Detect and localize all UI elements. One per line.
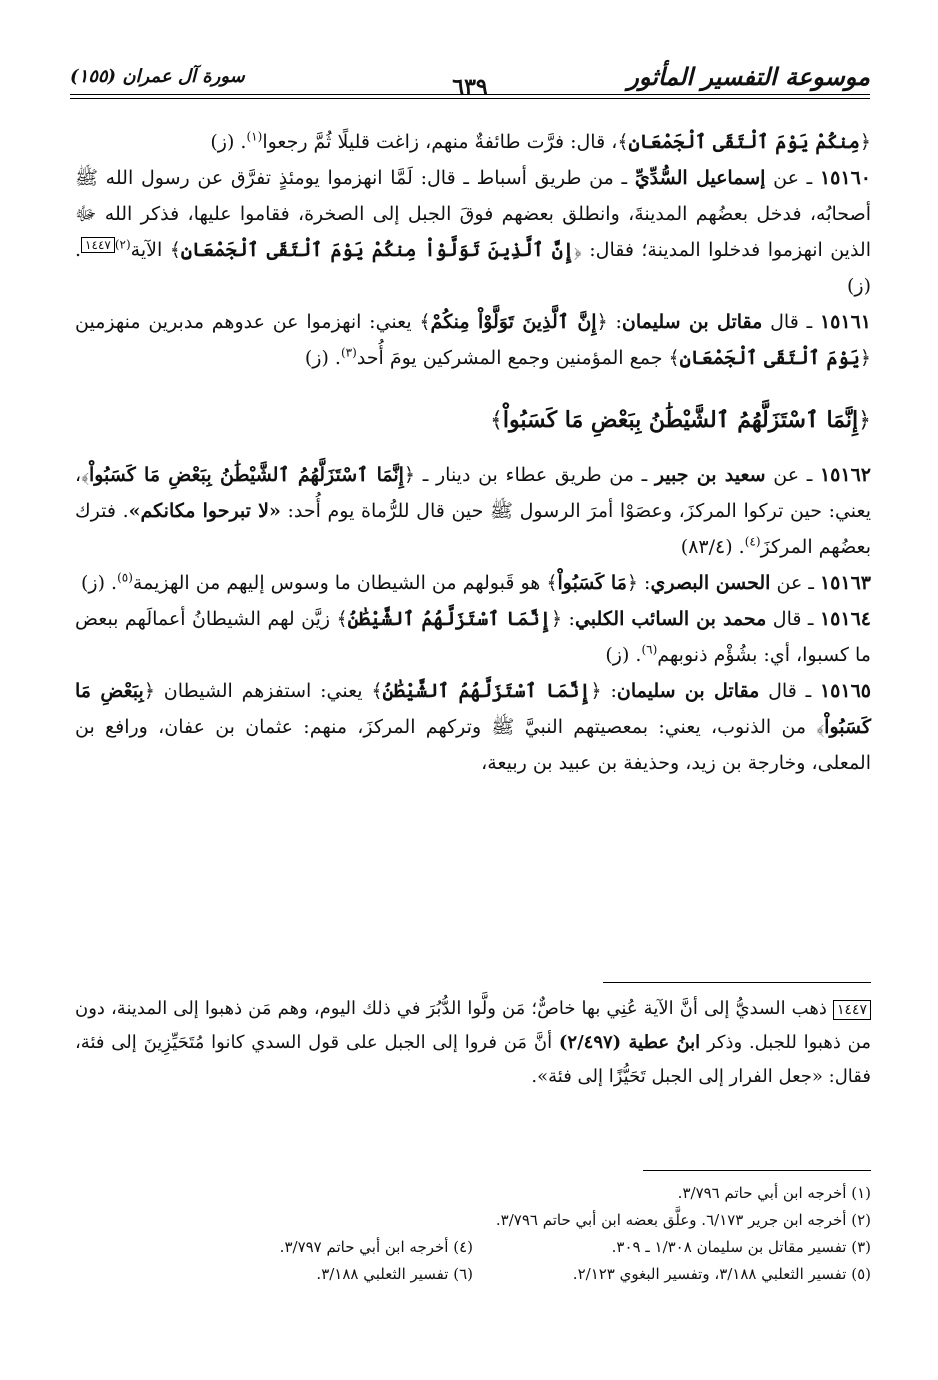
narrator-name: الحسن البصري xyxy=(650,572,771,594)
narration-15163: ١٥١٦٣ ـ عن الحسن البصري: ﴿مَا كَسَبُواْ﴾ هو قَبولهم من الشيطان ما وسوس إليهم من الهزيمة$^{(٥)}$. (ز) xyxy=(80,570,871,594)
header-rule-bottom xyxy=(70,98,870,99)
footnote-row-5-6 xyxy=(75,1261,871,1288)
footnote-marker: (٦) xyxy=(641,642,658,657)
narration-number: ١٥١٦٥ xyxy=(819,680,871,702)
commentary-note: ١٤٤٧ ذهب السديُّ إلى أنَّ الآية عُنِي بها خاصٌّ؛ مَن ولَّوا الدُّبُرَ في ذلك اليوم، وهم مَن ذهبوا إلى المدينة، دون من ذهبوا للجبل. وذكر ابنُ عطية (٢/٤٩٧) أنَّ مَن فروا إلى الجبل على قول السدي كانوا مُتَحَيِّزِينَ إلى فئة، فقال: «جعل الفرار إلى الجبل تَحَيُّزًا إلى فئة». xyxy=(75,998,871,1087)
footnote-marker: (٣) xyxy=(340,345,357,360)
quran-quote: ﴿مِنكُمْ يَوْمَ ٱلْتَقَى ٱلْجَمْعَانِ﴾ xyxy=(617,131,871,153)
narrator-name: إسماعيل السُّدِّيِّ xyxy=(634,167,766,189)
footnote-marker: (٤) xyxy=(744,534,761,549)
narration-number: ١٥١٦١ xyxy=(819,311,871,333)
hadith-quote: «لا تبرحوا مكانكم» xyxy=(128,500,281,522)
narration-15160: ١٥١٦٠ ـ عن إسماعيل السُّدِّيِّ ـ من طريق أسباط ـ قال: لَمَّا انهزموا يومئذٍ تفرَّق عن رسول الله ﷺ أصحابُه، فدخل بعضُهم المدينةَ، وانطلق بعضهم فوقَ الجبل إلى الصخرة، فقاموا عليها، فذكر الله ﷻ الذين انهزموا فدخلوا المدينة؛ فقال: ﴿إِنَّ ٱلَّذِينَ تَوَلَّوْاْ مِنكُمْ يَوْمَ ٱلْتَقَى ٱلْجَمْعَانِ﴾ الآية$^{(٢)}$١٤٤٧. (ز) xyxy=(75,167,871,297)
quran-quote: ﴿إِنَّمَا ٱسْتَزَلَّهُمُ ٱلشَّيْطَٰنُ﴾ xyxy=(371,680,602,702)
footnote-6: (٦) تفسير الثعلبي ٣/١٨٨. xyxy=(316,1265,473,1283)
footnote-1: (١) أخرجه ابن أبي حاتم ٣/٧٩٦. xyxy=(677,1184,871,1202)
footnote-4: (٤) أخرجه ابن أبي حاتم ٣/٧٩٧. xyxy=(279,1238,473,1256)
footnote-2: (٢) أخرجه ابن جرير ٦/١٧٣. وعلَّق بعضه ابن أبي حاتم ٣/٧٩٦. xyxy=(495,1211,871,1229)
narration-15164: ١٥١٦٤ ـ قال محمد بن السائب الكلبي: ﴿إِنَّمَا ٱسْتَزَلَّهُمُ ٱلشَّيْطَٰنُ﴾ زيَّن لهم الشيطانُ أعمالَهم ببعض ما كسبوا، أي: بشُؤْم ذنوبهم$^{(٦)}$. (ز) xyxy=(75,608,871,666)
narration-15162: ١٥١٦٢ ـ عن سعيد بن جبير ـ من طريق عطاء بن دينار ـ ﴿إِنَّمَا ٱسْتَزَلَّهُمُ ٱلشَّيْطَٰنُ بِبَعْضِ مَا كَسَبُواْ﴾، يعني: حين تركوا المركزَ، وعصَوْا أمرَ الرسول ﷺ حين قال للرُّماة يوم أُحد: «لا تبرحوا مكانكم». فترك بعضُهم المركزَ$^{(٤)}$. (٨٣/٤) xyxy=(75,464,871,558)
scholar-name: ابنُ عطية (٢/٤٩٧) xyxy=(558,1032,701,1053)
quran-quote: ﴿إِنَّ ٱلَّذِينَ تَوَلَّوْاْ مِنكُمْ يَوْمَ ٱلْتَقَى ٱلْجَمْعَانِ﴾ xyxy=(169,239,582,261)
footnote-5: (٥) تفسير الثعلبي ٣/١٨٨، وتفسير البغوي ٢/١٢٣. xyxy=(572,1265,871,1283)
page-number: ٦٣٩ xyxy=(452,74,488,100)
narration-15161: ١٥١٦١ ـ قال مقاتل بن سليمان: ﴿إِنَّ ٱلَّذِينَ تَوَلَّوْاْ مِنكُمْ﴾ يعني: انهزموا عن عدوهم مدبرين منهزمين ﴿يَوْمَ ٱلْتَقَى ٱلْجَمْعَانِ﴾ جمع المؤمنين وجمع المشركين يومَ أُحد$^{(٣)}$. (ز) xyxy=(75,311,871,369)
narration-15165: ١٥١٦٥ ـ قال مقاتل بن سليمان: ﴿إِنَّمَا ٱسْتَزَلَّهُمُ ٱلشَّيْطَٰنُ﴾ يعني: استفزهم الشيطان ﴿بِبَعْضِ مَا كَسَبُواْ﴾ من الذنوب، يعني: بمعصيتهم النبيَّ ﷺ وتركهم المركزَ، منهم: عثمان بن عفان، ورافع بن المعلى، وخارجة بن زيد، وحذيفة بن عبيد بن ربيعة، xyxy=(75,680,871,774)
main-text xyxy=(75,124,871,781)
footnote-marker: (٢) xyxy=(114,237,131,252)
narrator-name: سعيد بن جبير xyxy=(654,464,766,486)
commentary-ref-box: ١٤٤٧ xyxy=(833,1000,871,1020)
page-header xyxy=(70,60,870,102)
quran-quote: ﴿إِنَّ ٱلَّذِينَ تَوَلَّوْاْ مِنكُمْ﴾ xyxy=(419,311,608,333)
paragraph-continuation: ﴿مِنكُمْ يَوْمَ ٱلْتَقَى ٱلْجَمْعَانِ﴾، قال: فرَّت طائفةٌ منهم، زاغت قليلًا ثُمَّ رجعوا$^{(١)}$. (ز) xyxy=(210,129,871,153)
narrator-name: محمد بن السائب الكلبي xyxy=(574,608,767,630)
narration-number: ١٥١٦٣ xyxy=(819,572,871,594)
footnotes xyxy=(75,1180,871,1288)
footnote-row-3-4 xyxy=(75,1234,871,1261)
surah-label: سورة آل عمران (١٥٥) xyxy=(70,66,245,87)
footnote-3: (٣) تفسير مقاتل بن سليمان ١/٣٠٨ ـ ٣٠٩. xyxy=(611,1238,871,1256)
book-title: موسوعة التفسير المأثور xyxy=(627,62,870,91)
narrator-name: مقاتل بن سليمان xyxy=(616,680,760,702)
narrator-name: مقاتل بن سليمان xyxy=(621,311,763,333)
quran-quote: ﴿يَوْمَ ٱلْتَقَى ٱلْجَمْعَانِ﴾ xyxy=(668,347,871,369)
quran-quote: ﴿إِنَّمَا ٱسْتَزَلَّهُمُ ٱلشَّيْطَٰنُ بِبَعْضِ مَا كَسَبُواْ﴾ xyxy=(81,464,416,486)
quran-quote: ﴿إِنَّمَا ٱسْتَزَلَّهُمُ ٱلشَّيْطَٰنُ﴾ xyxy=(336,608,563,630)
footnotes-separator xyxy=(643,1170,871,1171)
footnote-marker: (٥) xyxy=(117,570,133,585)
narration-number: ١٥١٦٤ xyxy=(819,608,871,630)
commentary-ref-box: ١٤٤٧ xyxy=(81,237,115,253)
quran-quote: ﴿مَا كَسَبُواْ﴾ xyxy=(546,572,639,594)
commentary-separator xyxy=(603,982,871,983)
header-rule-top xyxy=(70,94,870,95)
narration-number: ١٥١٦٠ xyxy=(819,167,871,189)
footnote-marker: (١) xyxy=(246,129,263,144)
quran-quote: ﴿بِبَعْضِ مَا كَسَبُواْ﴾ xyxy=(75,680,871,738)
section-heading-verse: ﴿إِنَّمَا ٱسْتَزَلَّهُمُ ٱلشَّيْطَٰنُ بِبَعْضِ مَا كَسَبُواْ﴾ xyxy=(489,407,871,433)
narration-number: ١٥١٦٢ xyxy=(819,464,871,486)
